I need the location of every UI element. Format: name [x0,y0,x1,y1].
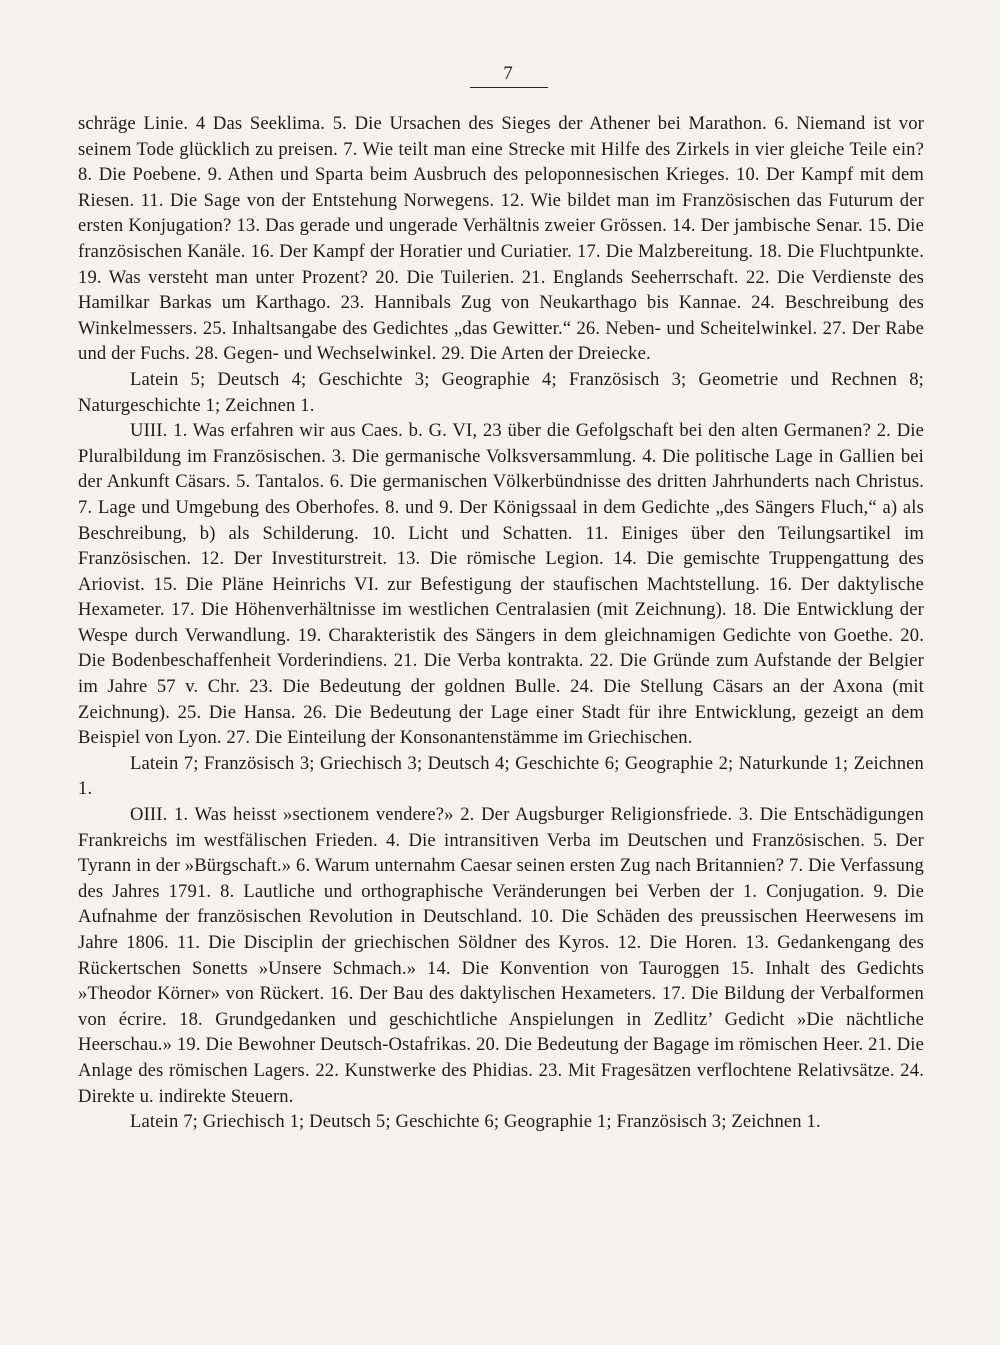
body-text [78,111,924,1135]
paragraph-topics-continued: schräge Linie. 4 Das Seeklima. 5. Die Ursachen des Sieges der Athener bei Marathon. 6. Niemand ist vor seinem Tode glücklich zu preisen. 7. Wie teilt man eine Strecke mit Hilfe des Zirkels in vier gleiche Teile ein? 8. Die Poebene. 9. Athen und Sparta beim Ausbruch des peloponnesischen Krieges. 10. Der Kampf mit dem Riesen. 11. Die Sage von der Entstehung Norwegens. 12. Wie bildet man im Französischen das Futurum der ersten Konjugation? 13. Das gerade und ungerade Verhältnis zweier Grössen. 14. Der jambische Senar. 15. Die französischen Kanäle. 16. Der Kampf der Horatier und Curiatier. 17. Die Malzbereitung. 18. Die Fluchtpunkte. 19. Was versteht man unter Prozent? 20. Die Tuilerien. 21. Englands Seeherrschaft. 22. Die Verdienste des Hamilkar Barkas um Karthago. 23. Hannibals Zug von Neukarthago bis Kannae. 24. Beschreibung des Winkelmessers. 25. Inhaltsangabe des Gedichtes „das Gewitter.“ 26. Neben- und Scheitelwinkel. 27. Der Rabe und der Fuchs. 28. Gegen- und Wechselwinkel. 29. Die Arten der Dreiecke. [78,113,924,365]
paragraph-uiii-topics: UIII. 1. Was erfahren wir aus Caes. b. G. VI, 23 über die Gefolgschaft bei den alten Germanen? 2. Die Pluralbildung im Französischen. 3. Die germanische Volksversammlung. 4. Die politische Lage in Gallien bei der Ankunft Cäsars. 5. Tantalos. 6. Die germanischen Völkerbündnisse des dritten Jahrhunderts nach Christus. 7. Lage und Umgebung des Oberhofes. 8. und 9. Der Königssaal in dem Gedichte „des Sängers Fluch,“ a) als Beschreibung, b) als Schilderung. 10. Licht und Schatten. 11. Einiges über den Teilungsartikel im Französischen. 12. Der Investiturstreit. 13. Die römische Legion. 14. Die gemischte Truppengattung des Ariovist. 15. Die Pläne Heinrichs VI. zur Befestigung der staufischen Machtstellung. 16. Der daktylische Hexameter. 17. Die Höhenverhältnisse im westlichen Centralasien (mit Zeichnung). 18. Die Entwicklung der Wespe durch Verwandlung. 19. Charakteristik des Sängers in dem gleichnamigen Gedichte von Goethe. 20. Die Bodenbeschaffenheit Vorderindiens. 21. Die Verba kontrakta. 22. Die Gründe zum Aufstande der Belgier im Jahre 57 v. Chr. 23. Die Bedeutung der goldnen Bulle. 24. Die Stellung Cäsars an der Axona (mit Zeichnung). 25. Die Hansa. 26. Die Bedeutung der Lage einer Stadt für ihre Entwicklung, gezeigt an dem Beispiel von Lyon. 27. Die Einteilung der Konsonantenstämme im Griechischen. [78,420,924,749]
paragraph-oiii-topics: OIII. 1. Was heisst »sectionem vendere?» 2. Der Augsburger Religionsfriede. 3. Die Entschädigungen Frankreichs im westfälischen Frieden. 4. Die intransitiven Verba im Deutschen und Französischen. 5. Der Tyrann in der »Bürgschaft.» 6. Warum unternahm Caesar seinen ersten Zug nach Britannien? 7. Die Verfassung des Jahres 1791. 8. Lautliche und orthographische Veränderungen bei Verben der 1. Conjugation. 9. Die Aufnahme der französischen Revolution in Deutschland. 10. Die Schäden des preussischen Heerwesens im Jahre 1806. 11. Die Disciplin der griechischen Söldner des Kyros. 12. Die Horen. 13. Gedankengang des Rückertschen Sonetts »Unsere Schmach.» 14. Die Konvention von Tauroggen 15. Inhalt des Gedichts »Theodor Körner» von Rückert. 16. Der Bau des daktylischen Hexameters. 17. Die Bildung der Verbalformen von écrire. 18. Grundgedanken und geschichtliche Anspielungen in Zedlitz’ Gedicht »Die nächtliche Heerschau.» 19. Die Bewohner Deutsch-Ostafrikas. 20. Die Bedeutung der Bagage im römischen Heer. 21. Die Anlage des römischen Lagers. 22. Kunstwerke des Phidias. 23. Mit Fragesätzen verflochtene Relativsätze. 24. Direkte u. indirekte Steuern. [78,804,924,1107]
paragraph-uiii-hours: Latein 7; Französisch 3; Griechisch 3; Deutsch 4; Geschichte 6; Geographie 2; Naturkunde 1; Zeichnen 1. [78,752,924,800]
paragraph-oiii-hours: Latein 7; Griechisch 1; Deutsch 5; Geschichte 6; Geographie 1; Französisch 3; Zeichnen 1. [130,1111,821,1133]
page-number: 7 [503,63,513,84]
paragraph-hours-summary: Latein 5; Deutsch 4; Geschichte 3; Geographie 4; Französisch 3; Geometrie und Rechnen 8; Naturgeschichte 1; Zeichnen 1. [78,368,924,416]
page-number-rule [470,87,548,88]
